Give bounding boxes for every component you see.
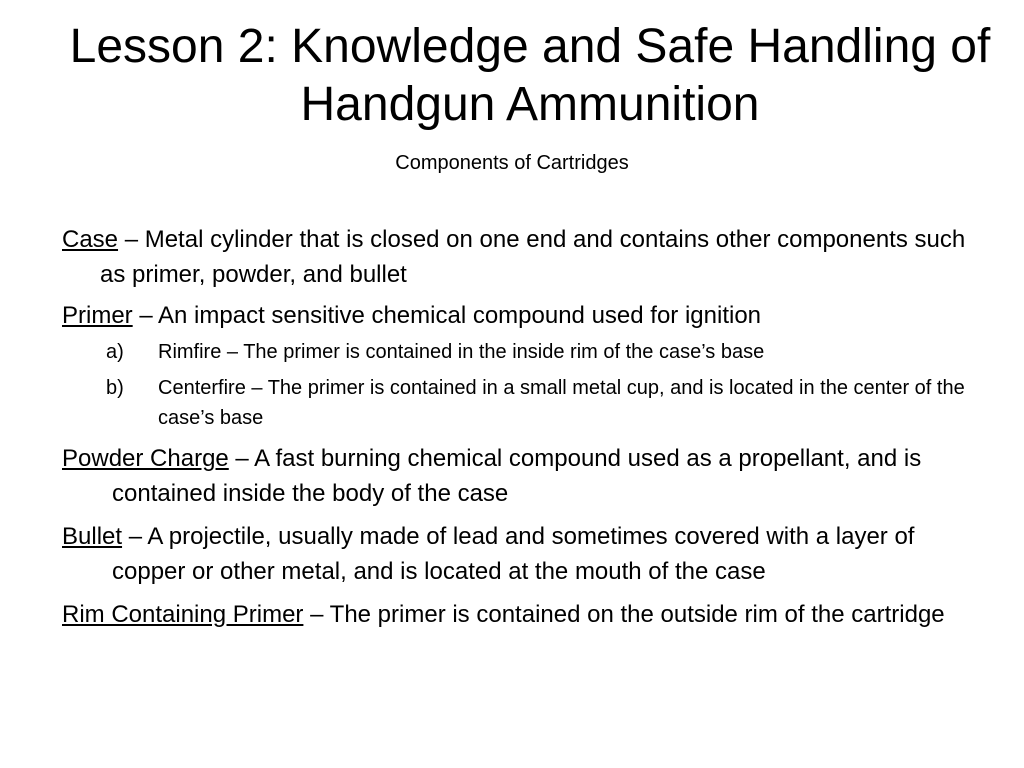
definition-item-case [62,222,982,292]
definition-primer: – An impact sensitive chemical compound used for ignition [132,302,762,329]
term-bullet: Bullet [62,523,123,550]
definition-item-powder-charge [62,441,982,511]
subitem-text: Rimfire – The primer is contained in the inside rim of the case’s base [158,341,765,363]
definition-powder-charge: – A fast burning chemical compound used as a propellant, and is contained inside the body of the case [112,445,922,507]
definition-bullet: – A projectile, usually made of lead and sometimes covered with a layer of copper or other metal, and is located at the mouth of the case [112,523,915,585]
definition-item-primer [62,298,982,333]
definition-rim-containing-primer: – The primer is contained on the outside rim of the cartridge [303,601,945,628]
definition-case: – Metal cylinder that is closed on one end and contains other components such as primer, powder, and bullet [100,226,966,288]
subitem-text: Centerfire – The primer is contained in a small metal cup, and is located in the center of the case’s base [158,377,965,429]
subitem-marker: a) [106,341,124,363]
subitem-rimfire [62,337,982,367]
term-rim-containing-primer: Rim Containing Primer [62,601,304,628]
subitem-centerfire [62,373,982,433]
definition-list [62,222,982,640]
term-powder-charge: Powder Charge [62,445,229,472]
term-case: Case [62,226,119,253]
definition-item-rim-containing-primer [62,597,982,632]
slide-subtitle: Components of Cartridges [395,152,629,174]
subitem-marker: b) [106,377,124,399]
slide-title: Lesson 2: Knowledge and Safe Handling of Handgun Ammunition [69,20,991,131]
term-primer: Primer [62,302,133,329]
definition-item-bullet [62,519,982,589]
